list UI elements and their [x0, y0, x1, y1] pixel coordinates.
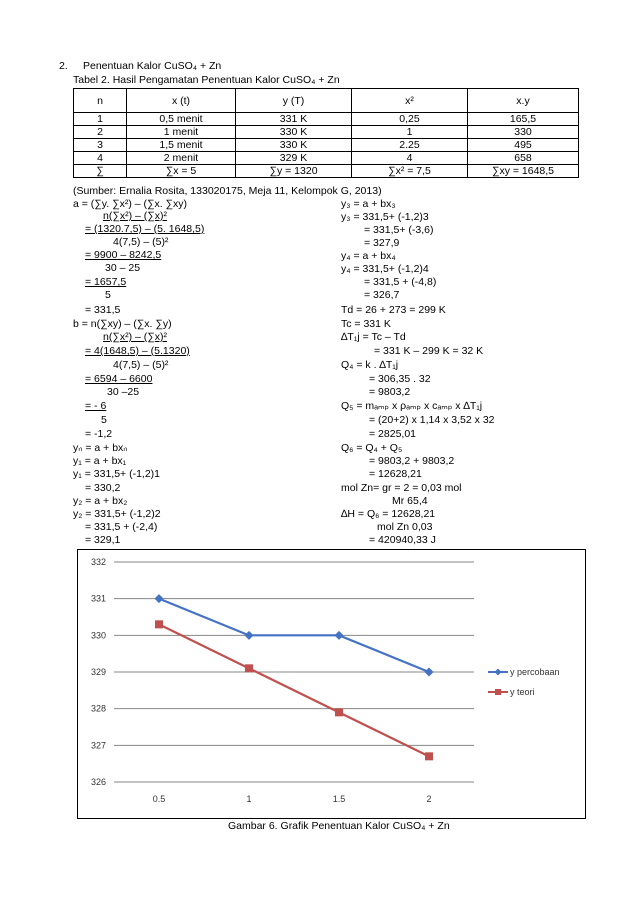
calc-line: = 329,1 [85, 534, 121, 546]
table-cell: 331 K [236, 113, 352, 126]
header-cell: n [74, 89, 127, 113]
calc-line: = 331 K – 299 K = 32 K [374, 345, 484, 357]
table-cell: ∑x = 5 [127, 165, 236, 178]
calc-line: mol Zn 0,03 [377, 521, 433, 533]
calc-line: Td = 26 + 273 = 299 K [341, 304, 446, 316]
calc-line: Q₅ = mₐₘₚ x ρₐₘₚ x cₐₘₚ x ∆T₁j [341, 400, 483, 412]
calc-line: n(∑x²) – (∑x)² [103, 331, 167, 343]
calc-line: yₙ = a + bxₙ [73, 442, 128, 454]
calc-line: y₁ = 331,5+ (-1,2)1 [73, 468, 161, 480]
y-tick-label: 326 [90, 777, 106, 787]
table-cell: 2 menit [127, 152, 236, 165]
table-source: (Sumber: Ernalia Rosita, 133020175, Meja 11, Kelompok G, 2013) [73, 185, 382, 197]
table-cell: 1 [74, 113, 127, 126]
calc-line: Tc = 331 K [341, 318, 391, 330]
calc-line: = 2825,01 [369, 428, 417, 440]
calc-line: ∆H = Q₆ = 12628,21 [341, 508, 436, 520]
calc-line: 30 – 25 [105, 262, 141, 274]
y-tick-label: 330 [90, 630, 106, 641]
calc-line: = 1657,5 [85, 276, 127, 288]
legend-label: y percobaan [510, 667, 560, 677]
table-header-row [74, 89, 579, 113]
calc-line: mol Zn= gr = 2 = 0,03 mol [341, 482, 462, 494]
chart-svg [78, 550, 585, 818]
calc-line: = 12628,21 [369, 468, 422, 480]
calc-line: = 6594 – 6600 [85, 373, 153, 385]
calc-line: 5 [105, 289, 111, 301]
section-number: 2. [59, 60, 68, 72]
calc-line: = 331,5 [85, 304, 121, 316]
data-point [425, 752, 433, 760]
x-tick-label: 0.5 [152, 794, 166, 804]
calc-line: = 9803,2 [369, 386, 411, 398]
table-cell: 330 K [236, 139, 352, 152]
header-cell: x.y [468, 89, 579, 113]
table-cell: 1,5 menit [127, 139, 236, 152]
table-cell: 2 [74, 126, 127, 139]
calc-line: = 4(1648,5) – (5.1320) [85, 345, 190, 357]
data-point [335, 631, 344, 640]
table-cell: 0,25 [352, 113, 468, 126]
calc-line: Q₆ = Q₄ + Q₅ [341, 442, 403, 454]
table-caption: Tabel 2. Hasil Pengamatan Penentuan Kalor CuSO₄ + Zn [73, 74, 340, 86]
x-tick-label: 2 [426, 794, 432, 804]
line-chart [77, 549, 586, 819]
calc-line: = 420940,33 J [369, 534, 436, 546]
calc-line: = 9803,2 + 9803,2 [369, 455, 455, 467]
table-cell: 1 menit [127, 126, 236, 139]
calc-line: a = (∑y. ∑x²) – (∑x. ∑xy) [73, 198, 188, 210]
legend-marker [495, 689, 501, 695]
calc-line: 5 [101, 414, 107, 426]
calc-line: n(∑x²) – (∑x)² [103, 210, 167, 222]
y-tick-label: 328 [90, 703, 106, 714]
y-tick-label: 332 [90, 557, 106, 567]
calc-line: y₄ = 331,5+ (-1,2)4 [341, 263, 429, 275]
table-row [74, 113, 579, 126]
observation-table [73, 88, 579, 178]
table-row [74, 152, 579, 165]
calc-line: = (1320.7,5) – (5. 1648,5) [85, 223, 205, 235]
calc-line: Mr 65,4 [392, 495, 428, 507]
legend-label: y teori [510, 687, 535, 697]
figure-caption: Gambar 6. Grafik Penentuan Kalor CuSO₄ + Zn [228, 820, 450, 832]
table-cell: ∑x² = 7,5 [352, 165, 468, 178]
table-cell: 1 [352, 126, 468, 139]
calc-line: = -1,2 [85, 428, 113, 440]
calc-line: y₃ = 331,5+ (-1,2)3 [341, 211, 429, 223]
calc-line: = 326,7 [364, 289, 400, 301]
table-cell: ∑xy = 1648,5 [468, 165, 579, 178]
data-point [155, 594, 164, 603]
data-point [245, 664, 253, 672]
y-tick-label: 327 [90, 740, 106, 751]
table-cell: 658 [468, 152, 579, 165]
calc-line: = 306,35 . 32 [369, 373, 431, 385]
table-cell: ∑ [74, 165, 127, 178]
table-cell: 4 [74, 152, 127, 165]
legend-marker [495, 669, 502, 676]
calc-line: = - 6 [85, 400, 107, 412]
calc-line: = (20+2) x 1,14 x 3,52 x 32 [369, 414, 495, 426]
data-point [155, 620, 163, 628]
calc-line: = 331,5+ (-3,6) [364, 224, 434, 236]
table-cell: 329 K [236, 152, 352, 165]
series-line [159, 624, 429, 756]
calc-line: = 331,5 + (-2,4) [85, 521, 158, 533]
calc-line: 30 –25 [107, 386, 140, 398]
data-point [335, 708, 343, 716]
x-tick-label: 1 [246, 794, 252, 804]
calc-line: 4(7,5) – (5)² [113, 236, 169, 248]
calc-line: y₂ = 331,5+ (-1,2)2 [73, 508, 161, 520]
header-cell: y (T) [236, 89, 352, 113]
calc-line: 4(7,5) – (5)² [113, 359, 169, 371]
table-cell: 0,5 menit [127, 113, 236, 126]
calc-line: = 9900 – 8242,5 [85, 249, 162, 261]
table-cell: 3 [74, 139, 127, 152]
header-cell: x² [352, 89, 468, 113]
calc-line: = 330,2 [85, 482, 121, 494]
calc-line: = 331,5 + (-4,8) [364, 276, 437, 288]
x-tick-label: 1.5 [332, 794, 346, 804]
table-cell: ∑y = 1320 [236, 165, 352, 178]
calc-line: = 327,9 [364, 237, 400, 249]
calc-line: y₃ = a + bx₃ [341, 198, 396, 210]
table-cell: 165,5 [468, 113, 579, 126]
calc-line: b = n(∑xy) – (∑x. ∑y) [73, 318, 172, 330]
table-cell: 2.25 [352, 139, 468, 152]
data-point [245, 631, 254, 640]
header-cell: x (t) [127, 89, 236, 113]
table-row [74, 126, 579, 139]
table-cell: 4 [352, 152, 468, 165]
calc-line: y₂ = a + bx₂ [73, 495, 128, 507]
calc-line: y₁ = a + bx₁ [73, 455, 127, 467]
table-cell: 330 [468, 126, 579, 139]
calc-line: Q₄ = k . ∆T₁j [341, 359, 399, 371]
data-point [425, 668, 434, 677]
table-row [74, 139, 579, 152]
table-cell: 495 [468, 139, 579, 152]
table-cell: 330 K [236, 126, 352, 139]
y-tick-label: 329 [90, 667, 106, 677]
calc-line: ∆T₁j = Tc – Td [341, 331, 406, 343]
y-tick-label: 331 [90, 593, 106, 604]
table-sum-row [74, 165, 579, 178]
calc-line: y₄ = a + bx₄ [341, 250, 396, 262]
section-title: Penentuan Kalor CuSO₄ + Zn [83, 60, 222, 72]
